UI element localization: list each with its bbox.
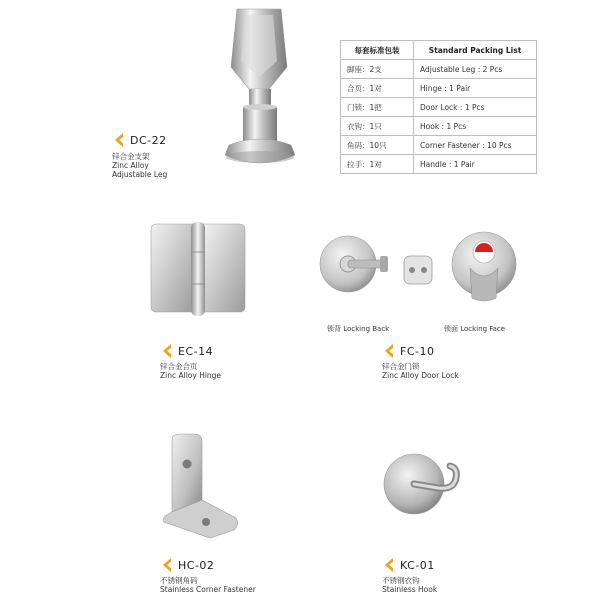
- lock-face-caption: 锁面 Locking Face: [444, 325, 506, 333]
- lock-face-image: [444, 224, 524, 309]
- fc10-description: [382, 362, 459, 380]
- table-row: 衣钩：1只 Hook : 1 Pcs: [341, 117, 537, 136]
- table-row: 脚座：2支 Adjustable Leg : 2 Pcs: [341, 60, 537, 79]
- hc02-description: [160, 576, 256, 594]
- table-row: 角码：10只 Corner Fastener : 10 Pcs: [341, 136, 537, 155]
- packing-header-cn: 每套标准包装: [341, 41, 414, 60]
- ec14-cn: 锌合金合页: [160, 362, 198, 371]
- dc22-description: [112, 152, 167, 179]
- kc01-description: [382, 576, 437, 594]
- table-row: 拉手：1对 Handle : 1 Pair: [341, 155, 537, 174]
- ec14-code: EC-14: [178, 344, 214, 358]
- hinge-image: [145, 220, 250, 320]
- chevron-left-icon: [160, 344, 174, 358]
- kc01-label: [382, 558, 435, 572]
- ec14-en: Zinc Alloy Hinge: [160, 371, 222, 380]
- dc22-en-1: Zinc Alloy: [112, 161, 149, 170]
- lock-back-image: [318, 228, 393, 303]
- table-row: 合页：1对 Hinge : 1 Pair: [341, 79, 537, 98]
- ec14-label: [160, 344, 213, 358]
- fc10-en: Zinc Alloy Door Lock: [382, 371, 459, 380]
- chevron-left-icon: [160, 558, 174, 572]
- dc22-code: DC-22: [130, 133, 167, 147]
- fc10-label: [382, 344, 434, 358]
- chevron-left-icon: [382, 344, 396, 358]
- dc22-cn: 锌合金支架: [112, 152, 150, 161]
- dc22-en-2: Adjustable Leg: [112, 170, 168, 179]
- table-row: 门锁：1把 Door Lock : 1 Pcs: [341, 98, 537, 117]
- fc10-code: FC-10: [400, 344, 435, 358]
- kc01-code: KC-01: [400, 558, 435, 572]
- chevron-left-icon: [382, 558, 396, 572]
- ec14-description: [160, 362, 221, 380]
- hc02-cn: 不锈钢角码: [160, 576, 198, 585]
- adjustable-leg-image: [215, 5, 315, 175]
- kc01-en: Stainless Hook: [382, 585, 438, 594]
- corner-fastener-image: [150, 430, 245, 540]
- kc01-cn: 不锈钢衣钩: [382, 576, 420, 585]
- chevron-left-icon: [112, 133, 126, 147]
- lock-back-caption: 锁背 Locking Back: [327, 325, 390, 333]
- hc02-en: Stainless Corner Fastener: [160, 585, 256, 594]
- hook-image: [378, 440, 478, 520]
- hc02-code: HC-02: [178, 558, 215, 572]
- fc10-cn: 锌合金门锁: [382, 362, 420, 371]
- lock-plate-image: [398, 250, 438, 290]
- packing-header-en: Standard Packing List: [414, 41, 537, 60]
- hc02-label: [160, 558, 214, 572]
- dc22-label: [112, 133, 167, 147]
- packing-list-table: [340, 40, 537, 174]
